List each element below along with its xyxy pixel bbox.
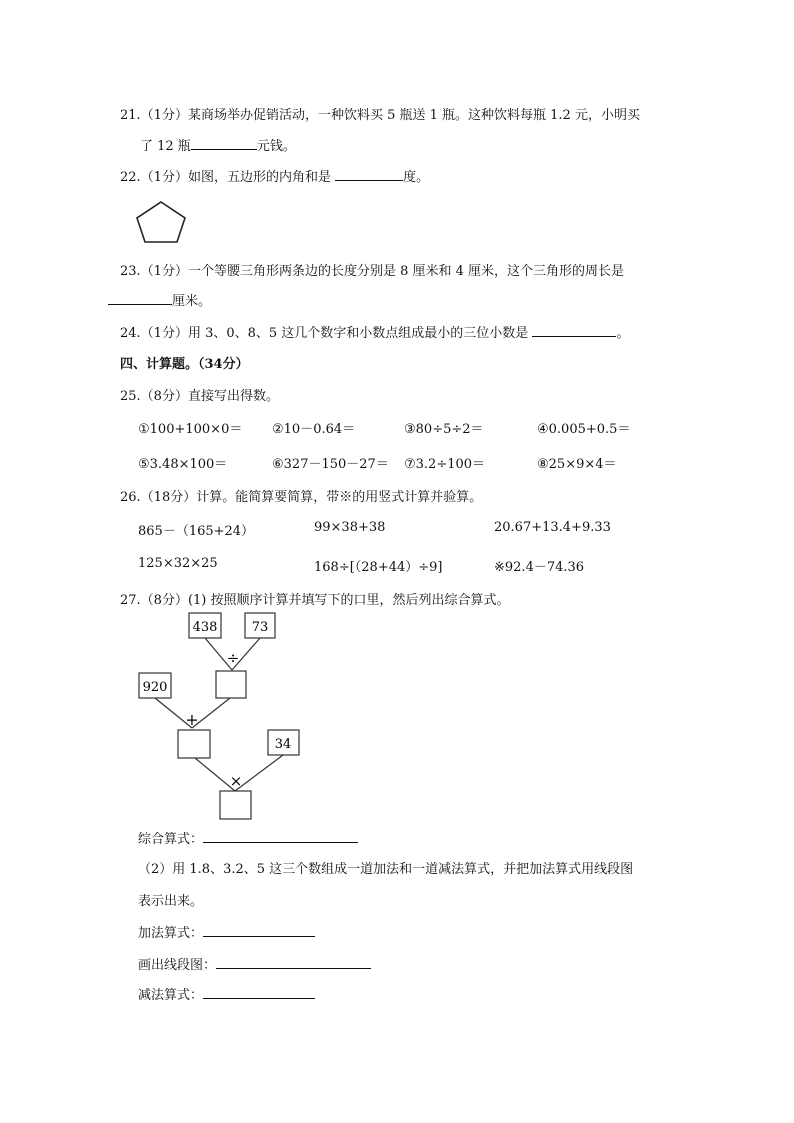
- addition-label: 加法算式：: [138, 926, 204, 941]
- q23-suffix: 厘米。: [172, 294, 212, 309]
- combined-expression-line: [138, 828, 358, 847]
- calculation-tree: [130, 608, 320, 823]
- q25-item: ⑦3.2÷100＝: [404, 457, 486, 472]
- line-diagram-line: [138, 954, 371, 973]
- q21-prefix: 了 12 瓶: [140, 139, 191, 154]
- line-diagram-label: 画出线段图：: [138, 958, 217, 973]
- q25-item: ④0.005+0.5＝: [537, 422, 631, 437]
- q26-item: 865－（165+24）: [138, 524, 255, 539]
- q24-line: [120, 322, 629, 341]
- q26-item: 20.67+13.4+9.33: [494, 520, 611, 535]
- q21-suffix: 元钱。: [256, 139, 296, 154]
- q25-item: ⑤3.48×100＝: [138, 457, 228, 472]
- q24-answer-blank[interactable]: [532, 324, 616, 337]
- subtraction-line: [138, 984, 315, 1003]
- q22-answer-blank[interactable]: [335, 168, 403, 181]
- answer-box-sum[interactable]: [178, 730, 210, 758]
- q26-item: 168÷[（28+44）÷9]: [314, 560, 443, 575]
- q23-line1: 23.（1分）一个等腰三角形两条边的长度分别是 8 厘米和 4 厘米，这个三角形的周长是: [120, 264, 625, 279]
- q26-item: 125×32×25: [138, 556, 218, 571]
- subtraction-blank[interactable]: [203, 986, 315, 999]
- answer-box-quotient[interactable]: [216, 671, 246, 698]
- subtraction-label: 减法算式：: [138, 988, 204, 1003]
- q21-line1: 21.（1分）某商场举办促销活动，一种饮料买 5 瓶送 1 瓶。这种饮料每瓶 1.2 元，小明买: [120, 108, 640, 123]
- addition-line: [138, 922, 315, 941]
- q21-answer-blank[interactable]: [191, 137, 257, 150]
- tree-node-34-label: 34: [274, 737, 292, 752]
- q26-item: ※92.4－74.36: [494, 560, 585, 575]
- answer-box-product[interactable]: [220, 791, 251, 819]
- combined-expression-blank[interactable]: [203, 830, 358, 843]
- q27-part2-line2: 表示出来。: [138, 894, 204, 909]
- q24-suffix: 。: [616, 326, 630, 341]
- q23-answer-blank[interactable]: [108, 292, 172, 305]
- q24-prefix: 24.（1分）用 3、0、8、5 这几个数字和小数点组成最小的三位小数是: [120, 326, 533, 341]
- combined-expression-label: 综合算式：: [138, 832, 204, 847]
- tree-node-73-label: 73: [251, 620, 269, 635]
- plus-operator: +: [185, 710, 199, 729]
- q25-item: ①100+100×0＝: [138, 422, 243, 437]
- q27-part2-line1: （2）用 1.8、3.2、5 这三个数组成一道加法和一道减法算式，并把加法算式用线段图: [138, 862, 634, 877]
- q21-line2: [140, 135, 296, 154]
- tree-node-920-label: 920: [142, 680, 168, 695]
- q27-title: 27.（8分）(1) 按照顺序计算并填写下的口里，然后列出综合算式。: [120, 593, 510, 608]
- pentagon-shape: [137, 202, 185, 242]
- times-operator: ×: [229, 772, 243, 790]
- q22-prefix: 22.（1分）如图，五边形的内角和是: [120, 170, 336, 185]
- q22-suffix: 度。: [403, 170, 430, 185]
- q25-item: ③80÷5÷2＝: [404, 422, 484, 437]
- q25-title: 25.（8分）直接写出得数。: [120, 389, 279, 404]
- q25-item: ⑧25×9×4＝: [537, 457, 617, 472]
- q25-item: ②10－0.64＝: [272, 422, 356, 437]
- divide-operator: ÷: [226, 649, 240, 667]
- addition-blank[interactable]: [203, 924, 315, 937]
- line-diagram-blank[interactable]: [216, 956, 371, 969]
- q22-line: [120, 166, 429, 185]
- tree-node-438-label: 438: [192, 620, 218, 635]
- section-heading: 四、计算题。（34分）: [120, 357, 249, 372]
- q26-item: 99×38+38: [314, 520, 386, 535]
- pentagon-figure: [133, 198, 189, 246]
- q26-title: 26.（18分）计算。能简算要简算，带※的用竖式计算并验算。: [120, 490, 483, 505]
- q23-line2: [108, 290, 211, 309]
- q25-item: ⑥327－150－27＝: [272, 457, 389, 472]
